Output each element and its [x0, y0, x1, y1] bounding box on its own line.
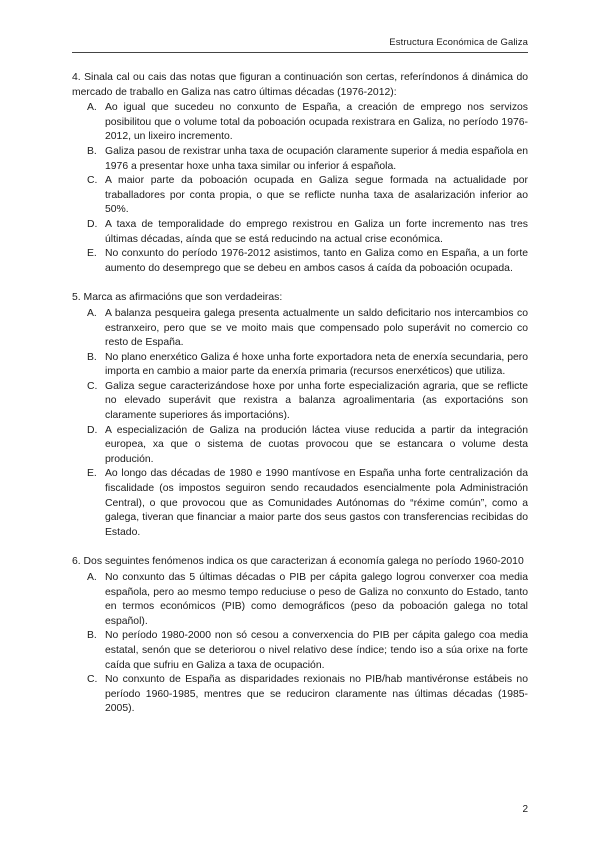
question-6-options: [72, 571, 528, 717]
question-6-option-a: [72, 571, 528, 629]
option-text: A taxa de temporalidade do emprego rexistrou en Galiza un forte incremento nas tres últimas décadas, aínda que se está reducindo na actual crise económica.: [105, 218, 528, 245]
option-letter: A.: [87, 307, 97, 319]
option-letter: C.: [87, 674, 98, 686]
document-body: [72, 71, 528, 732]
question-5-text: 5. Marca as afirmacións que son verdadeiras:: [72, 292, 283, 304]
option-letter: C.: [87, 175, 98, 187]
question-5-option-c: [72, 380, 528, 424]
option-letter: B.: [87, 630, 97, 642]
question-6: [72, 555, 528, 717]
question-5: [72, 291, 528, 540]
option-text: No conxunto do período 1976-2012 asistimos, tanto en Galiza como en España, a un forte aumento do desemprego que se debeu en ambos casos á caída da poboación ocupada.: [105, 248, 528, 274]
question-4-option-d: [72, 218, 528, 247]
option-letter: D.: [87, 218, 98, 230]
question-5-option-d: [72, 424, 528, 468]
question-4-option-e: [72, 247, 528, 276]
option-letter: A.: [87, 102, 97, 114]
page-number: 2: [522, 804, 528, 815]
question-6-text: 6. Dos seguintes fenómenos indica os que caracterizan á economía galega no período 1960-2010: [72, 556, 524, 568]
question-4-options: [72, 101, 528, 276]
question-4-option-c: [72, 174, 528, 218]
option-text: No conxunto de España as disparidades rexionais no PIB/hab mantivéronse estábeis no período 1960-1985, mentres que se reduciron claramente nas últimas décadas (1985-2005).: [105, 674, 528, 715]
option-text: Galiza pasou de rexistrar unha taxa de ocupación claramente superior á media española en 1976 a presentar hoxe unha taxa similar ou inferior á española.: [105, 145, 528, 172]
option-letter: A.: [87, 572, 97, 583]
option-text: Ao igual que sucedeu no conxunto de España, a creación de emprego nos servizos posibilitou que o volume total da poboación ocupada rexistrara en Galiza, no período 1976-2012, un lixeiro incremento.: [105, 102, 528, 143]
question-4-option-a: [72, 101, 528, 145]
question-5-option-b: [72, 351, 528, 380]
option-letter: D.: [87, 424, 98, 436]
option-letter: E.: [87, 248, 97, 260]
option-text: A balanza pesqueira galega presenta actualmente un saldo deficitario nos intercambios co estranxeiro, pero que se ve moito mais que compensado polo superávit no comercio co resto de España.: [105, 307, 528, 349]
option-text: No período 1980-2000 non só cesou a converxencia do PIB per cápita galego coa media estatal, senón que se deteriorou o nivel relativo dese índice; tendo iso a súa orixe na forte caída que sufriu en Galiza a taxa de ocupación.: [105, 630, 528, 671]
question-5-option-a: [72, 307, 528, 351]
option-text: Ao longo das décadas de 1980 e 1990 mantívose en España unha forte centralización da fiscalidade (os impostos seguiron sendo recaudados esencialmente pola Administración Central), o que provocou que as Comunidades Autónomas do “réxime común”, como a galega, tiveran que financiar a maior parte dos seus gastos con transferencias recibidas do Estado.: [105, 468, 528, 538]
option-text: No conxunto das 5 últimas décadas o PIB per cápita galego logrou converxer coa media española, pero ao mesmo tempo reduciuse o peso de Galiza no conxunto do Estado, tanto en termos económicos (PIB) como demográficos (peso da poboación galega no total español).: [105, 572, 528, 627]
question-5-option-e: [72, 467, 528, 540]
option-text: A maior parte da poboación ocupada en Galiza segue formada na actualidade por traballadores por conta propia, o que se reflicte nunha taxa de asalarización inferior ao 50%.: [105, 175, 528, 216]
option-letter: B.: [87, 351, 97, 363]
option-text: Galiza segue caracterizándose hoxe por unha forte especialización agraria, que se reflicte no elevado superávit que rexistra a balanza agroalimentaria (as exportacións son claramente superiores ás importacións).: [105, 380, 528, 422]
header-rule: [72, 52, 528, 53]
question-6-option-b: [72, 629, 528, 673]
running-header: Estructura Económica de Galiza: [389, 37, 528, 48]
question-4-text: 4. Sinala cal ou cais das notas que figuran a continuación son certas, referíndonos á dinámica do mercado de traballo en Galiza nas catro últimas décadas (1976-2012):: [72, 72, 528, 98]
question-6-option-c: [72, 673, 528, 717]
option-text: No plano enerxético Galiza é hoxe unha forte exportadora neta de enerxía secundaria, pero importa en cambio a maior parte da enerxía primaria (recursos enerxéticos) que utiliza.: [105, 351, 528, 378]
question-4-option-b: [72, 145, 528, 174]
option-letter: C.: [87, 380, 98, 392]
option-letter: B.: [87, 145, 97, 157]
option-letter: E.: [87, 468, 97, 480]
question-4: [72, 71, 528, 276]
option-text: A especialización de Galiza na produción láctea viuse reducida a partir da integración europea, xa que o sistema de cuotas provocou que se estancara o volume desta produción.: [105, 424, 528, 465]
question-5-options: [72, 307, 528, 541]
